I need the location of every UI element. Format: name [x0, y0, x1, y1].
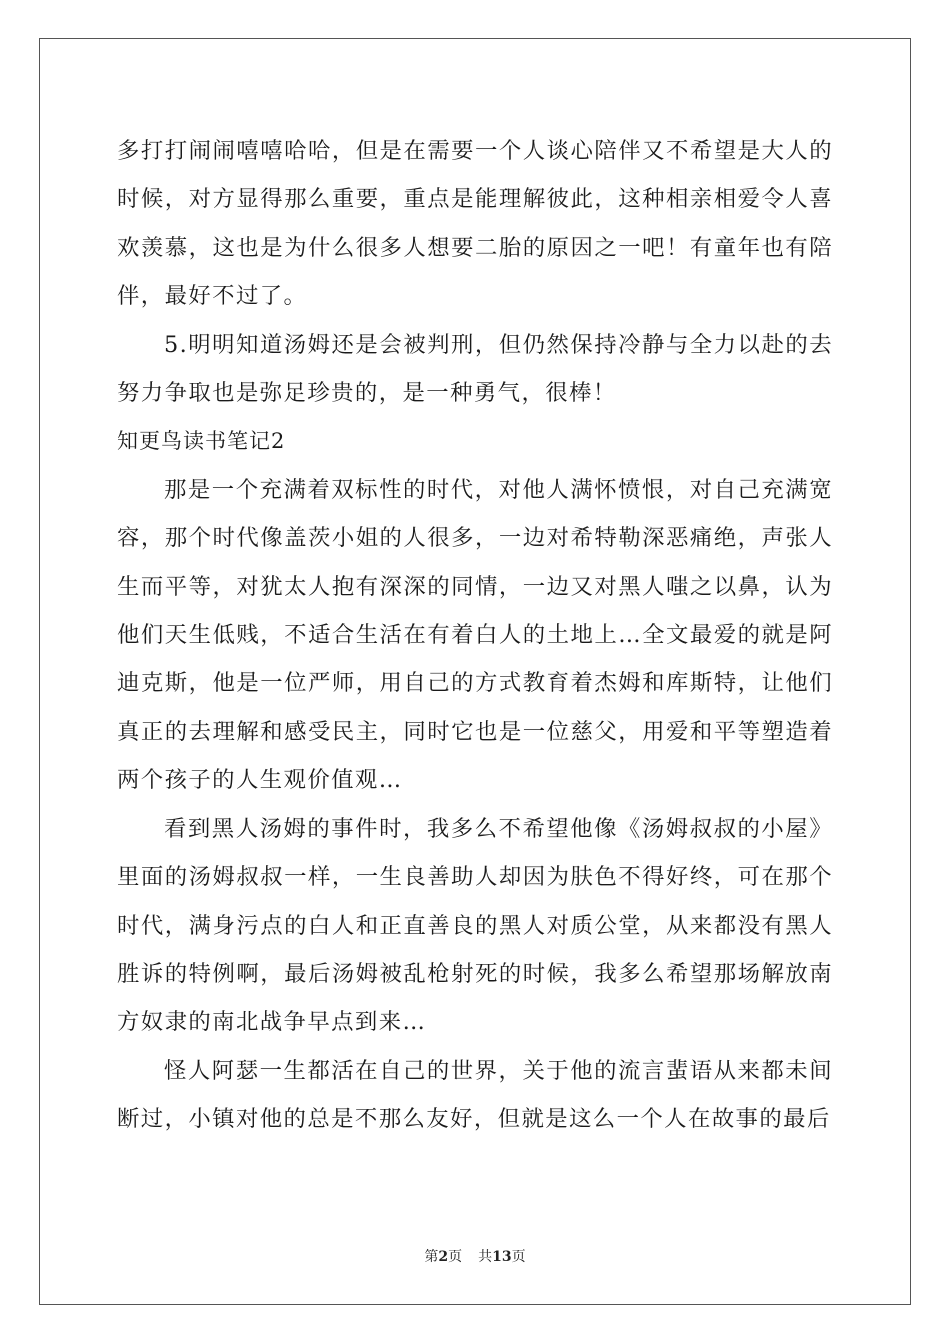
- paragraph-era: 那是一个充满着双标性的时代，对他人满怀愤恨，对自己充满宽容，那个时代像盖茨小姐的人很多，一边对希特勒深恶痛绝，声张人生而平等，对犹太人抱有深深的同情，一边又对黑人嗤之以鼻，认为他们天生低贱，不适合生活在有着白人的土地上…全文最爱的就是阿迪克斯，他是一位严师，用自己的方式教育着杰姆和库斯特，让他们真正的去理解和感受民主，同时它也是一位慈父，用爱和平等塑造着两个孩子的人生观价值观…: [117, 476, 833, 794]
- page-number: 2: [438, 1249, 449, 1265]
- paragraph-tom: 看到黑人汤姆的事件时，我多么不希望他像《汤姆叔叔的小屋》里面的汤姆叔叔一样，一生良善助人却因为肤色不得好终，可在那个时代，满身污点的白人和正直善良的黑人对质公堂，从来都没有黑人胜诉的特例啊，最后汤姆被乱枪射死的时候，我多么希望那场解放南方奴隶的南北战争早点到来…: [117, 815, 833, 1036]
- document-body: [117, 127, 833, 1144]
- paragraph-continuation: 多打打闹闹嘻嘻哈哈，但是在需要一个人谈心陪伴又不希望是大人的时候，对方显得那么重要，重点是能理解彼此，这种相亲相爱令人喜欢羡慕，这也是为什么很多人想要二胎的原因之一吧！有童年也有陪伴，最好不过了。: [117, 138, 833, 310]
- page-suffix: 页: [448, 1249, 463, 1265]
- total-prefix: 共: [478, 1249, 493, 1265]
- section-heading: 知更鸟读书笔记2: [117, 429, 286, 454]
- total-suffix: 页: [511, 1249, 526, 1265]
- paragraph-point-5: 5.明明知道汤姆还是会被判刑，但仍然保持冷静与全力以赴的去努力争取也是弥足珍贵的，是一种勇气，很棒！: [117, 331, 833, 407]
- page-prefix: 第: [424, 1249, 439, 1265]
- paragraph-arthur: 怪人阿瑟一生都活在自己的世界，关于他的流言蜚语从来都未间断过，小镇对他的总是不那么友好，但就是这么一个人在故事的最后: [117, 1057, 833, 1133]
- total-pages: 13: [492, 1249, 512, 1265]
- page-footer: [0, 1248, 950, 1266]
